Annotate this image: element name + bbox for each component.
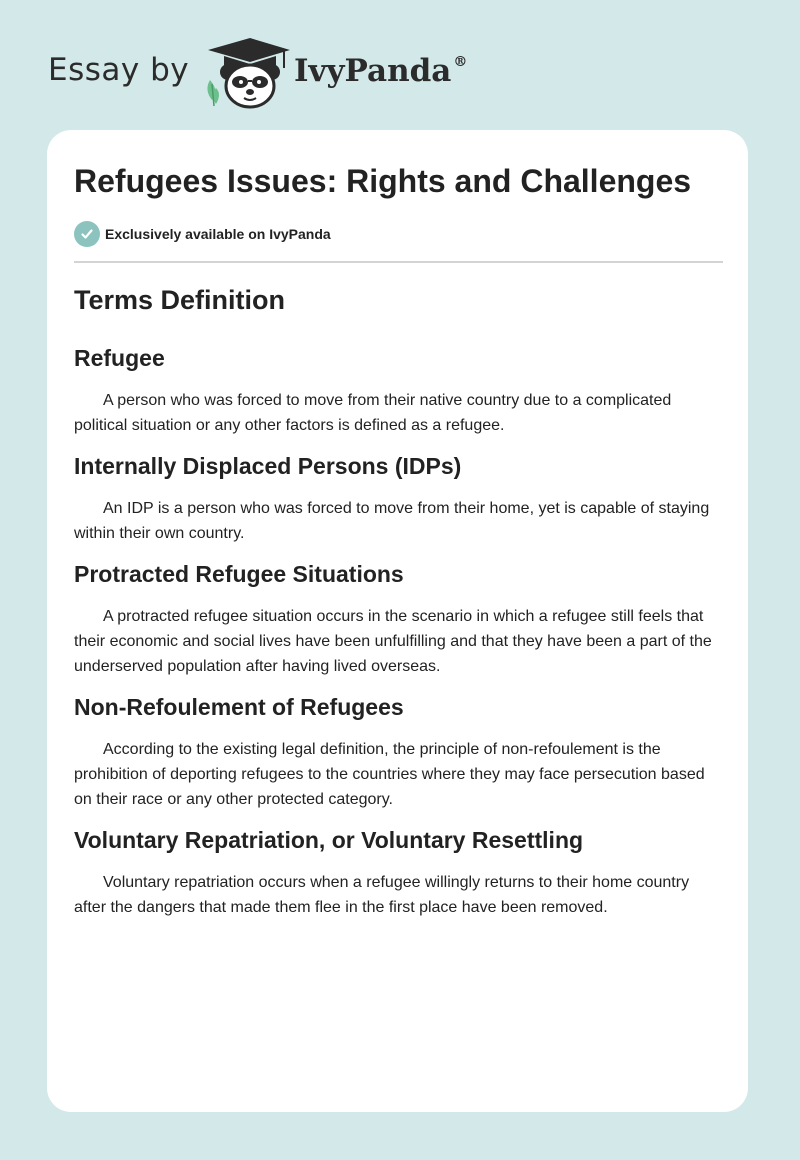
brand-logo-text[interactable]: [294, 53, 467, 89]
divider: [74, 261, 723, 263]
essay-content: [74, 280, 723, 932]
term-definition-non-refoulement: According to the existing legal definition, the principle of non-refoulement is the prohibition of deporting refugees to the countries where they may face persecution based on their race or any other protected category.: [74, 741, 705, 808]
term-heading-protracted: Protracted Refugee Situations: [74, 561, 404, 587]
term-definition-repatriation: Voluntary repatriation occurs when a refugee willingly returns to their home country after the dangers that made them flee in the first place have been removed.: [74, 874, 690, 916]
brand-name: IvyPanda: [294, 53, 452, 89]
term-definition-refugee: A person who was forced to move from their native country due to a complicated political situation or any other factors is defined as a refugee.: [74, 392, 672, 434]
exclusive-badge-label: Exclusively available on IvyPanda: [105, 226, 331, 242]
term-heading-non-refoulement: Non-Refoulement of Refugees: [74, 694, 404, 720]
exclusive-badge: [74, 221, 331, 247]
term-heading-repatriation: Voluntary Repatriation, or Voluntary Resettling: [74, 827, 584, 853]
term-heading-idps: Internally Displaced Persons (IDPs): [74, 453, 462, 479]
term-definition-protracted: A protracted refugee situation occurs in the scenario in which a refugee still feels that their economic and social lives have been unfulfilling and that they have been a part of the underserved population after having lived overseas.: [74, 608, 712, 675]
page-title: Refugees Issues: Rights and Challenges: [74, 163, 692, 199]
term-definition-idps: An IDP is a person who was forced to move from their home, yet is capable of staying within their own country.: [74, 500, 710, 542]
term-heading-refugee: Refugee: [74, 345, 165, 371]
section-title: Terms Definition: [74, 285, 286, 315]
check-icon: [74, 221, 100, 247]
essay-card: [47, 130, 748, 1112]
essay-by-label: Essay by: [48, 52, 190, 88]
site-header: [0, 0, 800, 120]
registered-mark: ®: [453, 53, 468, 70]
panda-logo-icon[interactable]: [200, 36, 292, 110]
